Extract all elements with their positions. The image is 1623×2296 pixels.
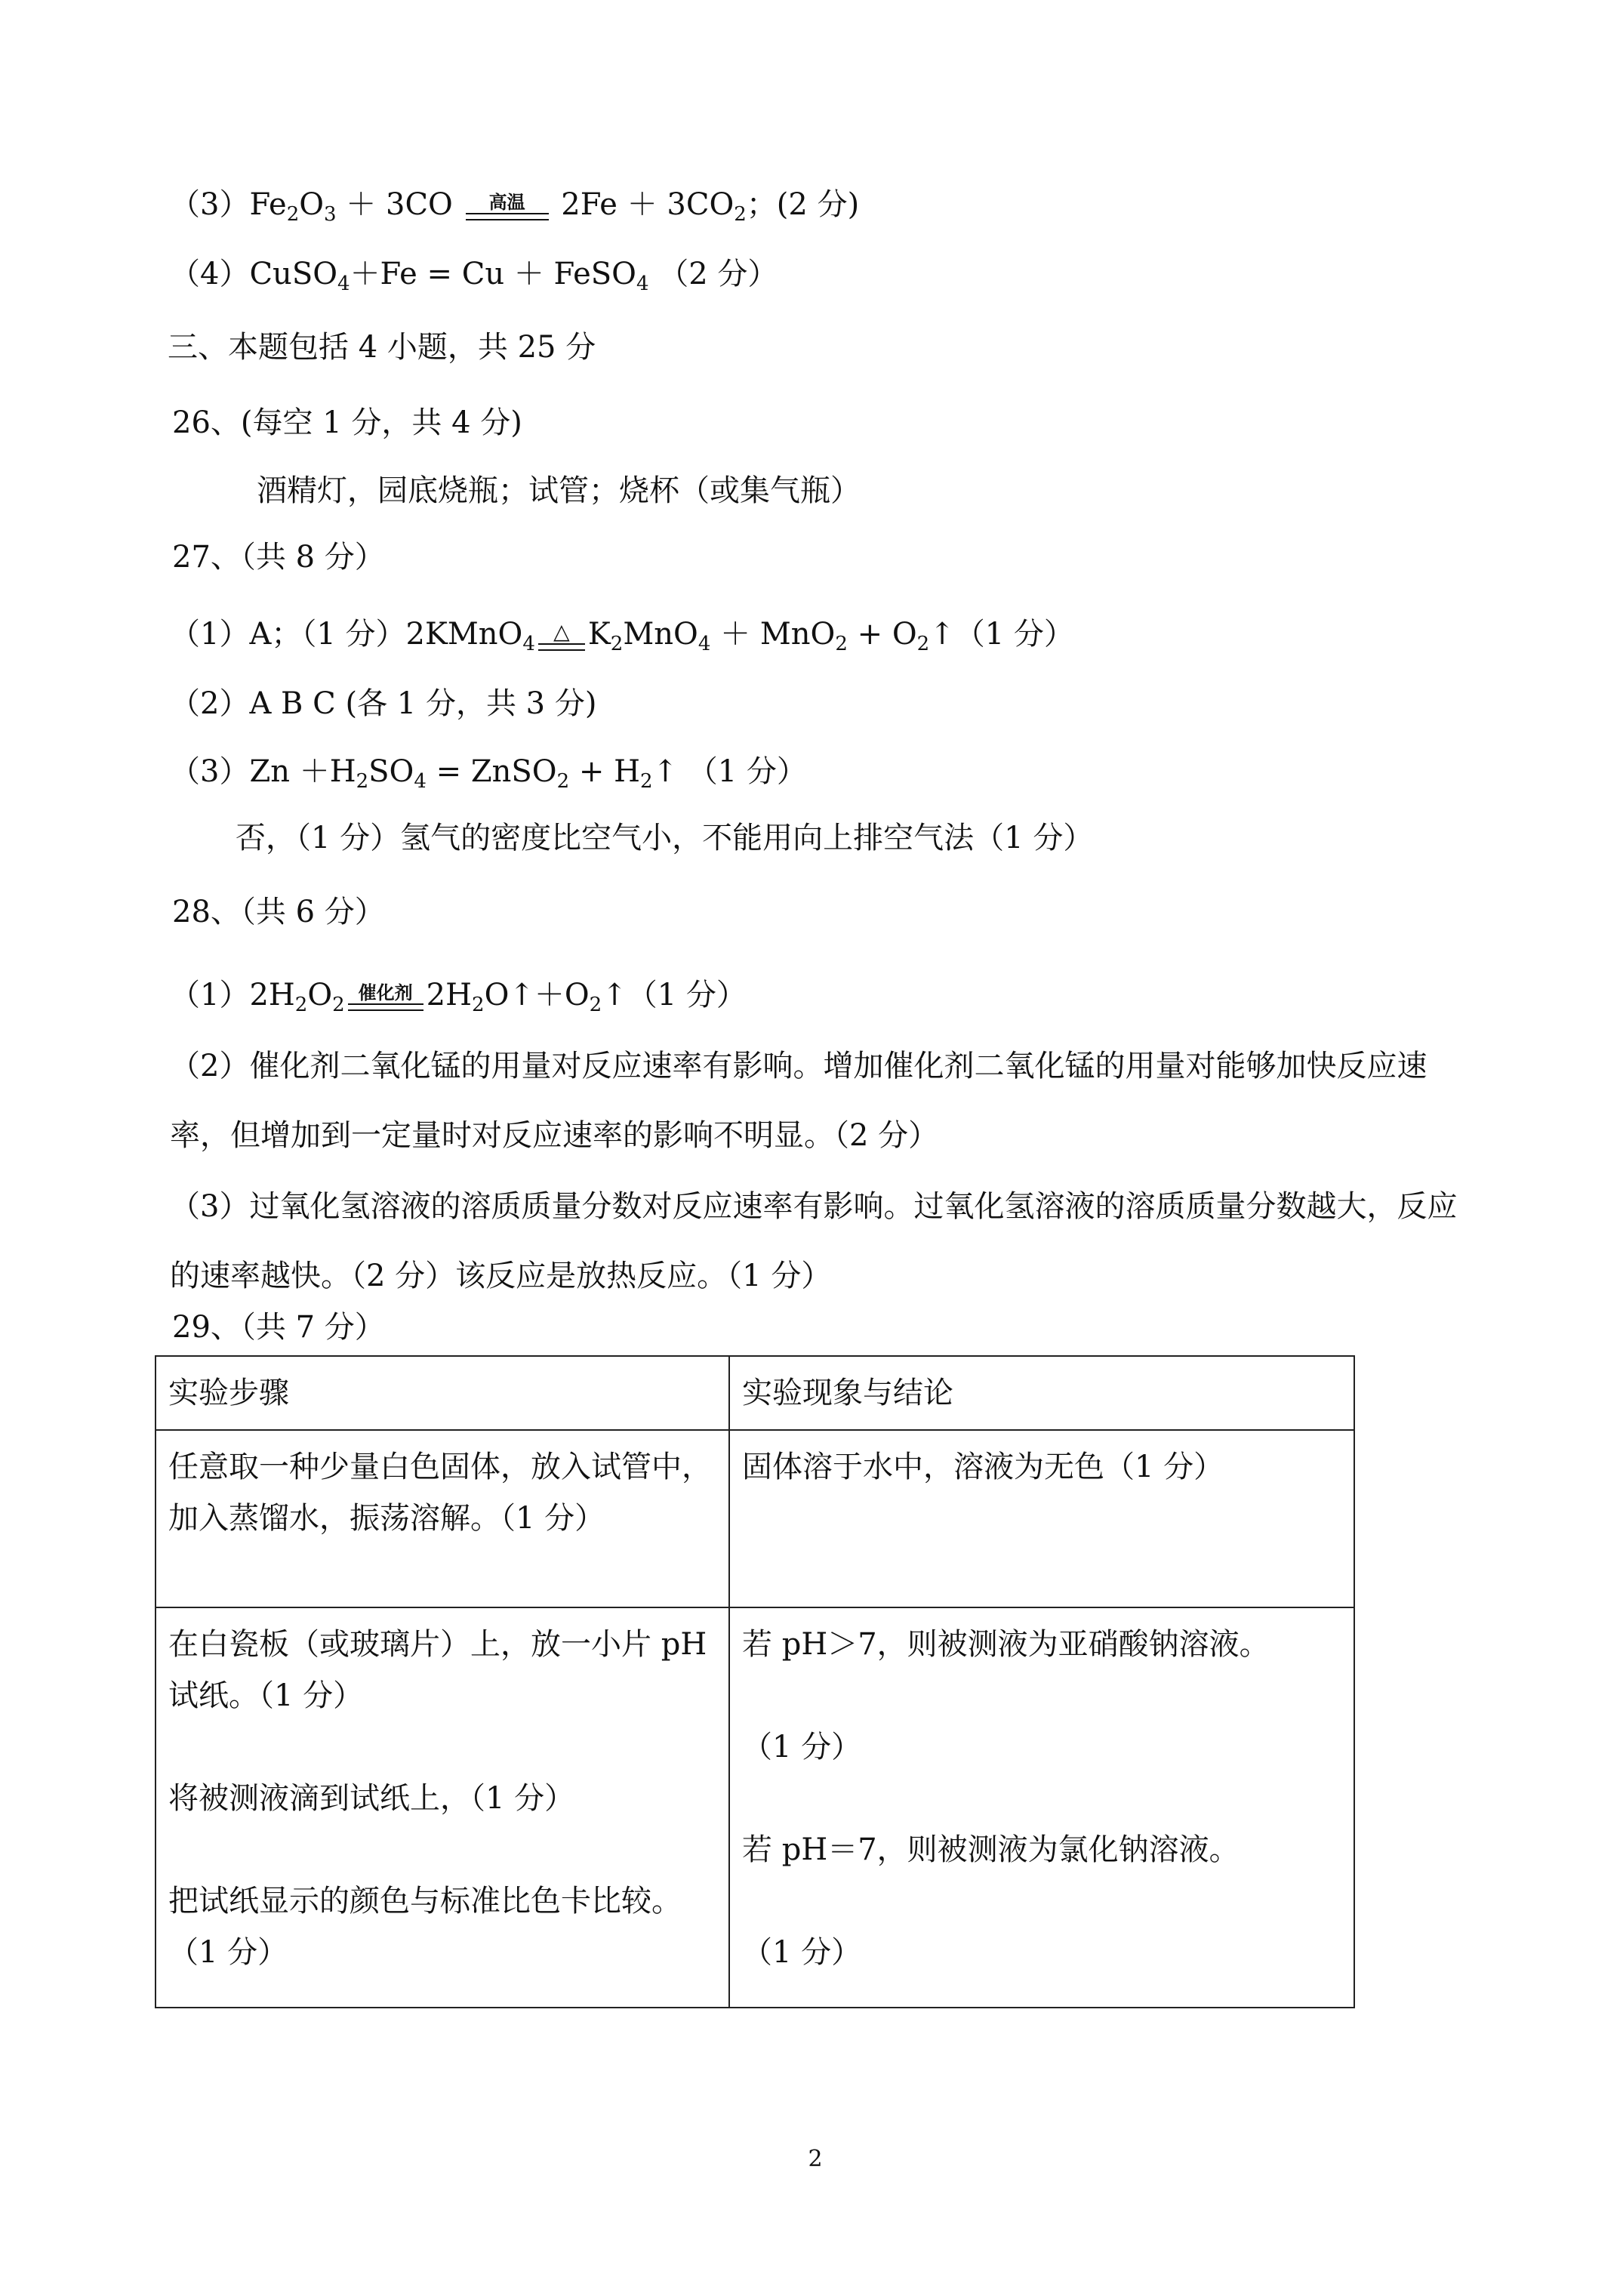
table-cell-step: 任意取一种少量白色固体，放入试管中， 加入蒸馏水，振荡溶解。（1 分）: [156, 1430, 729, 1607]
table-header: 实验现象与结论: [729, 1356, 1354, 1430]
table-header-row: [156, 1356, 1354, 1430]
equation-4: （4）CuSO$_4$＋Fe = Cu ＋ FeSO$_4$ （2 分）: [170, 257, 778, 295]
catalyst-condition: 催化剂: [348, 984, 423, 1011]
equation-3: $(3)Fe_2O_3 + 3CO$ 高温 $2Fe + 3CO_2$；(2 分): [170, 187, 860, 226]
table-cell-result: 若 pH＞7，则被测液为亚硝酸钠溶液。 （1 分） 若 pH＝7，则被测液为氯化钠溶液。 （1 分）: [729, 1607, 1354, 2008]
table-row: [156, 1430, 1354, 1607]
q27-heading: 27、（共 8 分）: [172, 540, 385, 575]
q27-part2: （2）A B C (各 1 分，共 3 分): [170, 686, 597, 721]
reaction-condition: 高温: [466, 193, 549, 220]
section-heading: 三、本题包括 4 小题，共 25 分: [168, 330, 596, 365]
table-header: 实验步骤: [156, 1356, 729, 1430]
q26-heading: 26、(每空 1 分，共 4 分): [172, 405, 522, 440]
q27-part1: （1）A；（1 分）2KMnO$_4$ △ $K_2MnO_4 + MnO_2$ + $O_2↑(1$ 分）: [170, 617, 1074, 655]
q27-note: 否，（1 分）氢气的密度比空气小，不能用向上排空气法（1 分）: [236, 821, 1094, 855]
q28-part3: （3）过氧化氢溶液的溶质质量分数对反应速率有影响。过氧化氢溶液的溶质质量分数越大，反应的速率越快。（2 分）该反应是放热反应。（1 分）: [170, 1189, 1458, 1293]
q27-part3: $(3)Zn +H_2SO_4$ = ZnSO$_2$ + $H_2↑$ （1 分）: [170, 754, 807, 793]
q29-heading: 29、（共 7 分）: [172, 1310, 385, 1345]
heat-condition: △: [538, 622, 585, 651]
table-cell-step: 在白瓷板（或玻璃片）上，放一小片 pH 试纸。（1 分） 将被测液滴到试纸上，（1 分） 把试纸显示的颜色与标准比色卡比较。 （1 分）: [156, 1607, 729, 2008]
page-number: 2: [808, 2146, 823, 2172]
table-row: [156, 1607, 1354, 2008]
q26-answer: 酒精灯，园底烧瓶；试管；烧杯（或集气瓶）: [257, 473, 861, 508]
q28-part2: （2）催化剂二氧化锰的用量对反应速率有影响。增加催化剂二氧化锰的用量对能够加快反应速率，但增加到一定量时对反应速率的影响不明显。（2 分）: [170, 1049, 1427, 1153]
q28-part1: $(1)2H_2O_2$ 催化剂 $2H_2O↑+O_2↑(1$ 分）: [170, 978, 747, 1016]
experiment-table: [155, 1355, 1355, 2008]
q28-heading: 28、（共 6 分）: [172, 895, 385, 929]
table-cell-result: 固体溶于水中，溶液为无色（1 分）: [729, 1430, 1354, 1607]
